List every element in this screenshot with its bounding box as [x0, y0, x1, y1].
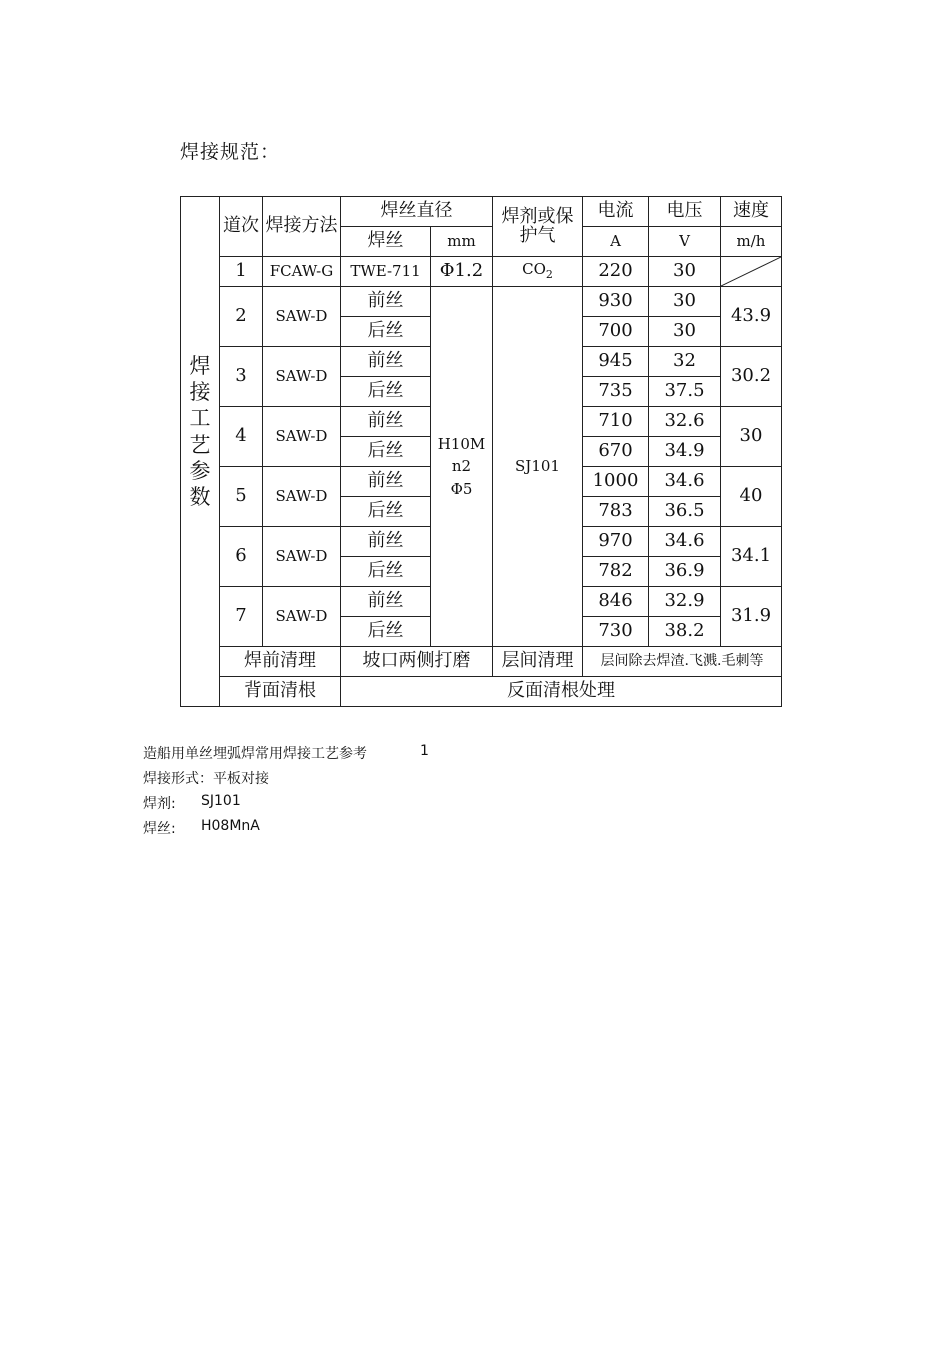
- header-pass: 道次: [220, 197, 263, 257]
- saw-diameter: Φ5: [450, 479, 473, 498]
- pre-clean-label: 焊前清理: [220, 647, 341, 677]
- lead-wire-label: 前丝: [341, 467, 431, 497]
- header-current-unit: A: [583, 227, 649, 257]
- note-line-3: [143, 793, 241, 813]
- header-current: 电流: [583, 197, 649, 227]
- gas-subscript: 2: [545, 268, 553, 282]
- lead-voltage: 32.6: [649, 407, 721, 437]
- back-gouge-label: 背面清根: [220, 677, 341, 707]
- pass-method: SAW-D: [263, 587, 341, 647]
- row1-gas: [493, 257, 583, 287]
- pass-number: 2: [220, 287, 263, 347]
- lead-current: 930: [583, 287, 649, 317]
- travel-speed: 31.9: [721, 587, 782, 647]
- trail-wire-label: 后丝: [341, 437, 431, 467]
- side-label-text: 焊接工艺参数: [189, 353, 211, 509]
- lead-current: 970: [583, 527, 649, 557]
- lead-wire-label: 前丝: [341, 587, 431, 617]
- header-mm: mm: [431, 227, 493, 257]
- header-speed-unit: m/h: [721, 227, 782, 257]
- pass-method: SAW-D: [263, 467, 341, 527]
- pass-number: 7: [220, 587, 263, 647]
- header-wire-diameter: 焊丝直径: [341, 197, 493, 227]
- pass-number: 6: [220, 527, 263, 587]
- trail-wire-label: 后丝: [341, 317, 431, 347]
- header-speed: 速度: [721, 197, 782, 227]
- lead-current: 945: [583, 347, 649, 377]
- lead-voltage: 34.6: [649, 467, 721, 497]
- lead-wire-label: 前丝: [341, 287, 431, 317]
- travel-speed: 30.2: [721, 347, 782, 407]
- trail-wire-label: 后丝: [341, 497, 431, 527]
- trail-current: 700: [583, 317, 649, 347]
- lead-current: 710: [583, 407, 649, 437]
- row1-wire: TWE-711: [341, 257, 431, 287]
- note-line-4-label: 焊丝:: [143, 821, 176, 837]
- lead-voltage: 30: [649, 287, 721, 317]
- trail-current: 670: [583, 437, 649, 467]
- back-gouge-value: 反面清根处理: [341, 677, 782, 707]
- pass-method: SAW-D: [263, 347, 341, 407]
- trail-voltage: 36.9: [649, 557, 721, 587]
- diagonal-slash: [721, 257, 781, 286]
- trail-voltage: 36.5: [649, 497, 721, 527]
- travel-speed: 34.1: [721, 527, 782, 587]
- saw-wire-cell: [431, 287, 493, 647]
- header-voltage: 电压: [649, 197, 721, 227]
- note-line-1-number: 1: [420, 743, 429, 759]
- interpass-value: 层间除去焊渣.飞溅.毛刺等: [583, 647, 782, 677]
- pass-method: SAW-D: [263, 407, 341, 467]
- header-flux-gas: 焊剂或保护气: [493, 197, 583, 257]
- lead-wire-label: 前丝: [341, 347, 431, 377]
- lead-voltage: 34.6: [649, 527, 721, 557]
- lead-voltage: 32: [649, 347, 721, 377]
- trail-voltage: 37.5: [649, 377, 721, 407]
- saw-wire: H10Mn2: [437, 434, 486, 476]
- trail-current: 730: [583, 617, 649, 647]
- trail-wire-label: 后丝: [341, 617, 431, 647]
- welding-parameters-table: [180, 196, 782, 707]
- note-line-4: [143, 818, 260, 838]
- trail-voltage: 34.9: [649, 437, 721, 467]
- note-line-1: [143, 743, 429, 763]
- travel-speed: 30: [721, 407, 782, 467]
- lead-current: 1000: [583, 467, 649, 497]
- lead-wire-label: 前丝: [341, 407, 431, 437]
- lead-wire-label: 前丝: [341, 527, 431, 557]
- trail-current: 782: [583, 557, 649, 587]
- note-line-1-text: 造船用单丝埋弧焊常用焊接工艺参考: [143, 746, 367, 762]
- pass-method: SAW-D: [263, 287, 341, 347]
- section-title: 焊接规范：: [180, 141, 281, 163]
- header-method: 焊接方法: [263, 197, 341, 257]
- trail-wire-label: 后丝: [341, 377, 431, 407]
- pass-number: 3: [220, 347, 263, 407]
- row1-speed-empty: [721, 257, 782, 287]
- saw-flux: SJ101: [493, 287, 583, 647]
- trail-voltage: 30: [649, 317, 721, 347]
- trail-current: 783: [583, 497, 649, 527]
- header-voltage-unit: V: [649, 227, 721, 257]
- pre-clean-value: 坡口两侧打磨: [341, 647, 493, 677]
- lead-current: 846: [583, 587, 649, 617]
- pass-number: 5: [220, 467, 263, 527]
- header-wire: 焊丝: [341, 227, 431, 257]
- pass-number: 4: [220, 407, 263, 467]
- trail-current: 735: [583, 377, 649, 407]
- trail-voltage: 38.2: [649, 617, 721, 647]
- note-line-4-value: H08MnA: [201, 818, 260, 834]
- note-line-2: 焊接形式：平板对接: [143, 771, 269, 787]
- trail-wire-label: 后丝: [341, 557, 431, 587]
- row1-current: 220: [583, 257, 649, 287]
- note-line-3-label: 焊剂:: [143, 796, 176, 812]
- interpass-label: 层间清理: [493, 647, 583, 677]
- row1-voltage: 30: [649, 257, 721, 287]
- note-line-3-value: SJ101: [201, 793, 241, 809]
- gas-main: CO: [522, 260, 546, 279]
- lead-voltage: 32.9: [649, 587, 721, 617]
- row1-diameter: Φ1.2: [431, 257, 493, 287]
- row1-method: FCAW-G: [263, 257, 341, 287]
- row1-pass: 1: [220, 257, 263, 287]
- travel-speed: 43.9: [721, 287, 782, 347]
- travel-speed: 40: [721, 467, 782, 527]
- pass-method: SAW-D: [263, 527, 341, 587]
- side-label: [181, 197, 220, 707]
